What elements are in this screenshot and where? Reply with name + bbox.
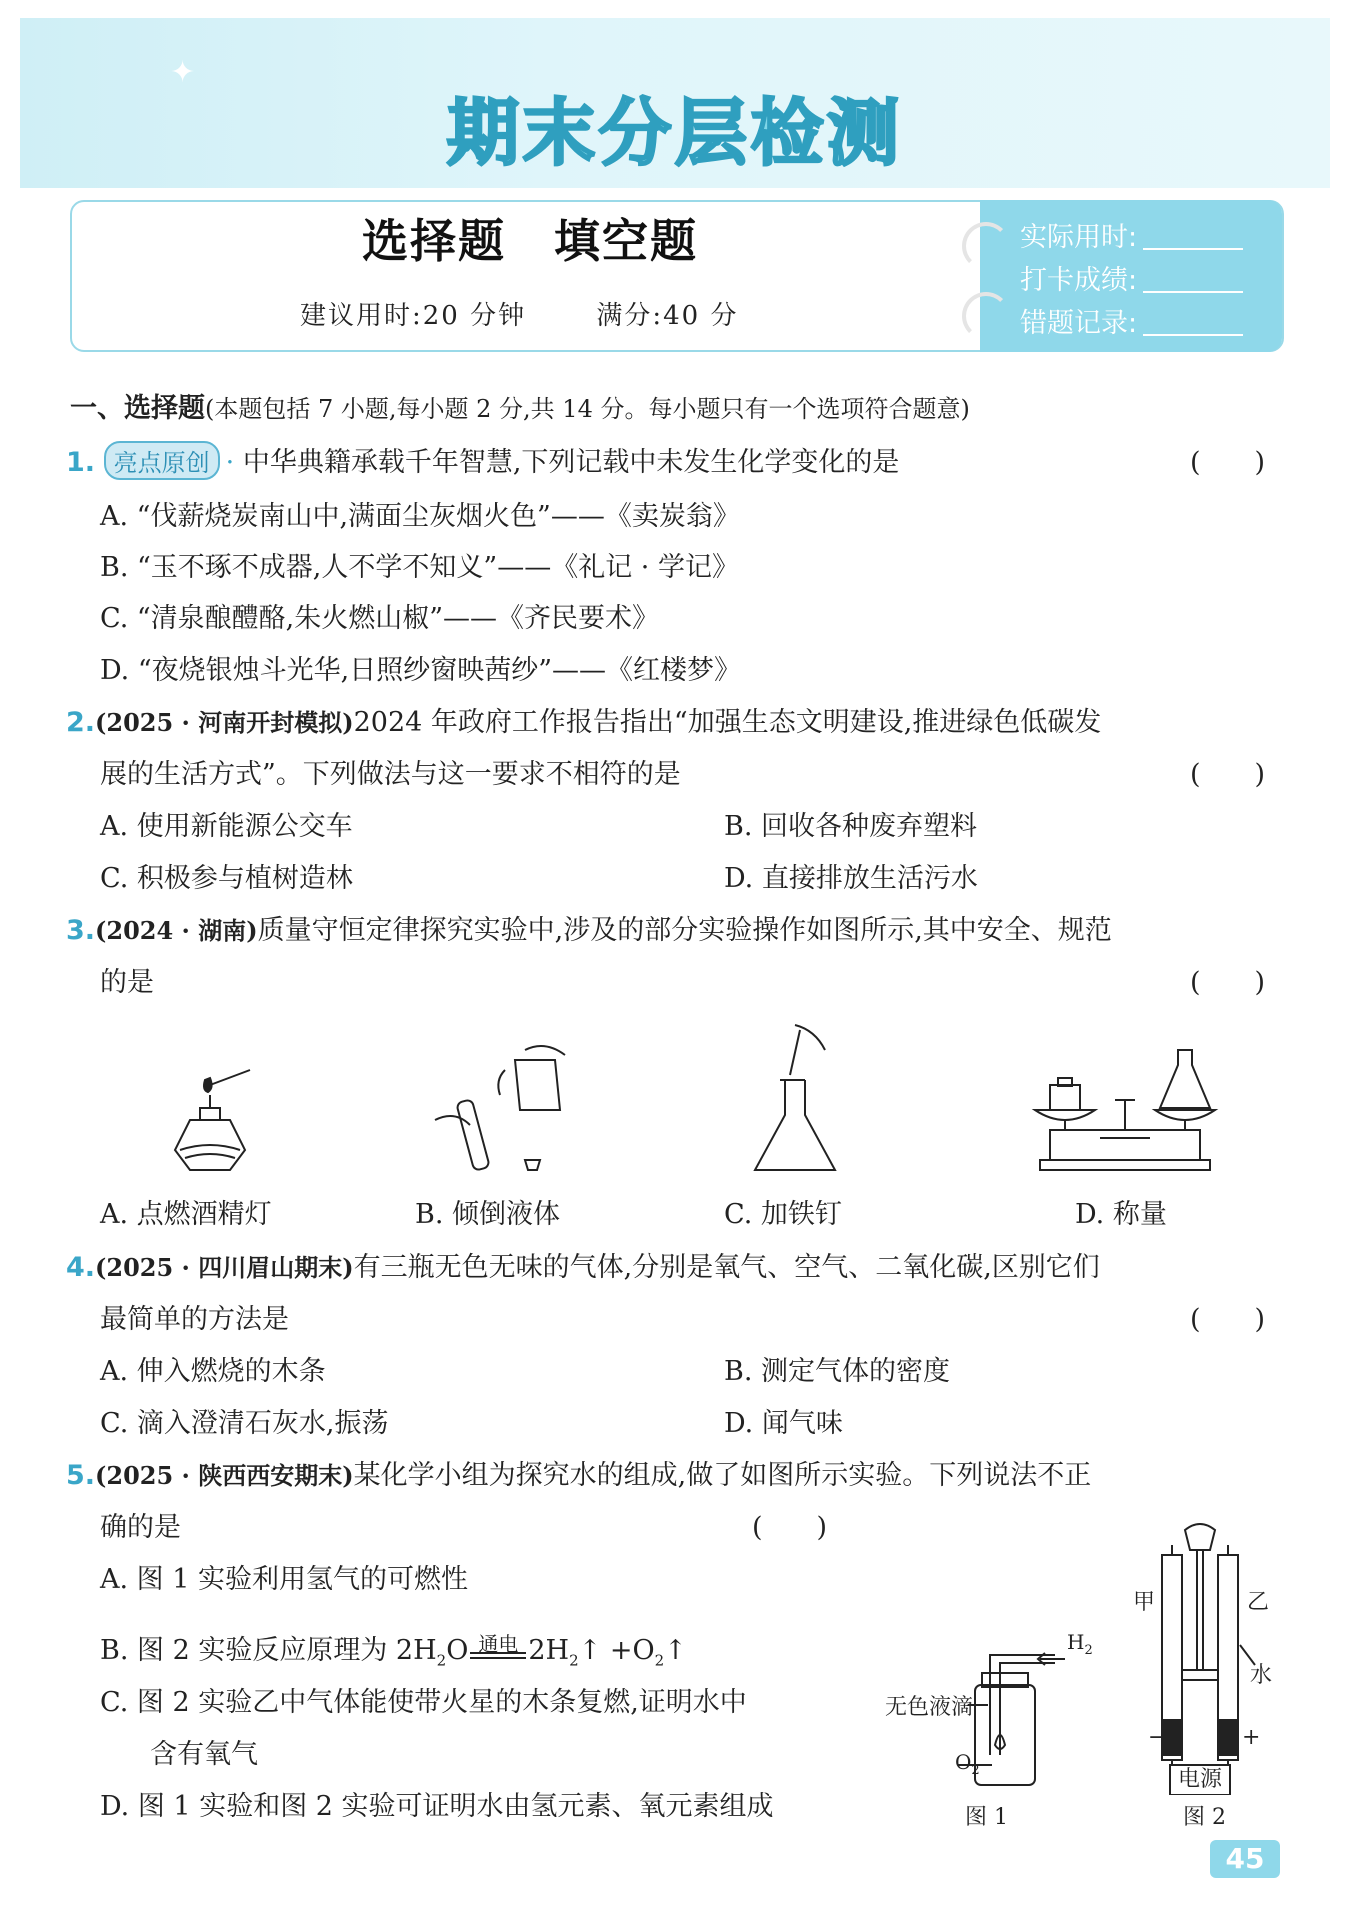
q4-option-d: D. 闻气味 [724,1408,843,1439]
suggested-time: 建议用时:20 分钟 [300,301,527,331]
q4-option-c: C. 滴入澄清石灰水,振荡 [100,1408,389,1439]
question-5-stem-line2: 确的是 [100,1512,181,1543]
q1-option-d: D. “夜烧银烛斗光华,日照纱窗映茜纱”——《红楼梦》 [100,655,742,686]
label-droplet: 无色液滴 [885,1695,974,1720]
q3-option-b: B. 倾倒液体 [415,1199,561,1230]
q1-option-c: C. “清泉酿醴酪,朱火燃山椒”——《齐民要术》 [100,603,660,634]
section-heading: 一、选择题(本题包括 7 小题,每小题 2 分,共 14 分。每小题只有一个选项符合题意) [70,393,970,424]
page-number: 45 [1210,1840,1280,1878]
q4-option-a: A. 伸入燃烧的木条 [100,1356,326,1387]
q2-option-a: A. 使用新能源公交车 [100,811,353,842]
q5-option-b: B. 图 2 实验反应原理为 $2H_2O$ 通电 $2H_2↑$ $+O_2↑$ [100,1632,687,1670]
label-power: 电源 [1178,1767,1223,1792]
actual-time-field[interactable]: 实际用时: [1020,215,1243,254]
pour-liquid-figure [425,1040,575,1180]
answer-blank[interactable]: ( ) [1190,1304,1266,1335]
label-positive: + [1242,1725,1261,1750]
original-tag: 亮点原创 [104,441,220,480]
question-2-stem-line2: 展的生活方式”。下列做法与这一要求不相符的是 [100,759,681,790]
time-and-score [300,295,820,332]
answer-blank[interactable]: ( ) [1190,447,1266,478]
q1-option-b: B. “玉不琢不成器,人不学不知义”——《礼记 · 学记》 [100,552,739,583]
q5-option-a: A. 图 1 实验利用氢气的可燃性 [100,1564,469,1595]
alcohol-lamp-figure [150,1060,270,1180]
answer-blank[interactable]: ( ) [752,1512,828,1543]
question-3-stem: 3.(2024 · 湖南)质量守恒定律探究实验中,涉及的部分实验操作如图所示,其中安全、规范 [66,915,1112,946]
full-score: 满分:40 分 [596,301,739,331]
question-4-stem-line2: 最简单的方法是 [100,1304,289,1335]
label-o2: $O_2$ [955,1750,980,1778]
label-water: 水 [1250,1663,1273,1688]
answer-blank[interactable]: ( ) [1190,759,1266,790]
label-h2: $H_2$ [1067,1630,1093,1658]
label-negative: − [1148,1725,1167,1750]
answer-blank[interactable]: ( ) [1190,967,1266,998]
q2-option-c: C. 积极参与植树造林 [100,863,353,894]
figure-2-caption: 图 2 [1183,1805,1226,1830]
question-1-stem: 1. 亮点原创 · 中华典籍承载千年智慧,下列记载中未发生化学变化的是 [66,440,899,480]
q3-option-a: A. 点燃酒精灯 [100,1199,272,1230]
label-jia: 甲 [1133,1590,1156,1615]
question-3-stem-line2: 的是 [100,967,154,998]
balance-figure [1030,1040,1220,1180]
q2-option-d: D. 直接排放生活污水 [724,863,978,894]
q2-option-b: B. 回收各种废弃塑料 [724,811,978,842]
q3-option-d: D. 称量 [1075,1199,1167,1230]
sparkle-icon: ✦ [170,55,196,90]
q5-option-d: D. 图 1 实验和图 2 实验可证明水由氢元素、氧元素组成 [100,1791,774,1822]
mistake-field[interactable]: 错题记录: [1020,301,1243,340]
decor-arc [962,222,1010,270]
score-field[interactable]: 打卡成绩: [1020,258,1243,297]
decor-arc [962,292,1010,340]
question-4-stem: 4.(2025 · 四川眉山期末)有三瓶无色无味的气体,分别是氧气、空气、二氧化碳,区别它们 [66,1252,1100,1283]
section-title: 选择题 填空题 [362,214,698,268]
q3-option-c: C. 加铁钉 [724,1199,842,1230]
q5-option-c: C. 图 2 实验乙中气体能使带火星的木条复燃,证明水中 [100,1687,747,1718]
question-2-stem: 2.(2025 · 河南开封模拟)2024 年政府工作报告指出“加强生态文明建设,推进绿色低碳发 [66,707,1102,738]
electrolysis-figure [1130,1520,1273,1795]
add-nail-figure [745,1020,855,1180]
label-yi: 乙 [1247,1590,1270,1615]
question-5-stem: 5.(2025 · 陕西西安期末)某化学小组为探究水的组成,做了如图所示实验。下列说法不正 [66,1460,1092,1491]
figure-1-caption: 图 1 [965,1805,1008,1830]
q5-option-c-cont: 含有氧气 [150,1739,258,1770]
q4-option-b: B. 测定气体的密度 [724,1356,951,1387]
banner-title: 期末分层检测 [446,91,903,175]
q1-option-a: A. “伐薪烧炭南山中,满面尘灰烟火色”——《卖炭翁》 [100,501,740,532]
